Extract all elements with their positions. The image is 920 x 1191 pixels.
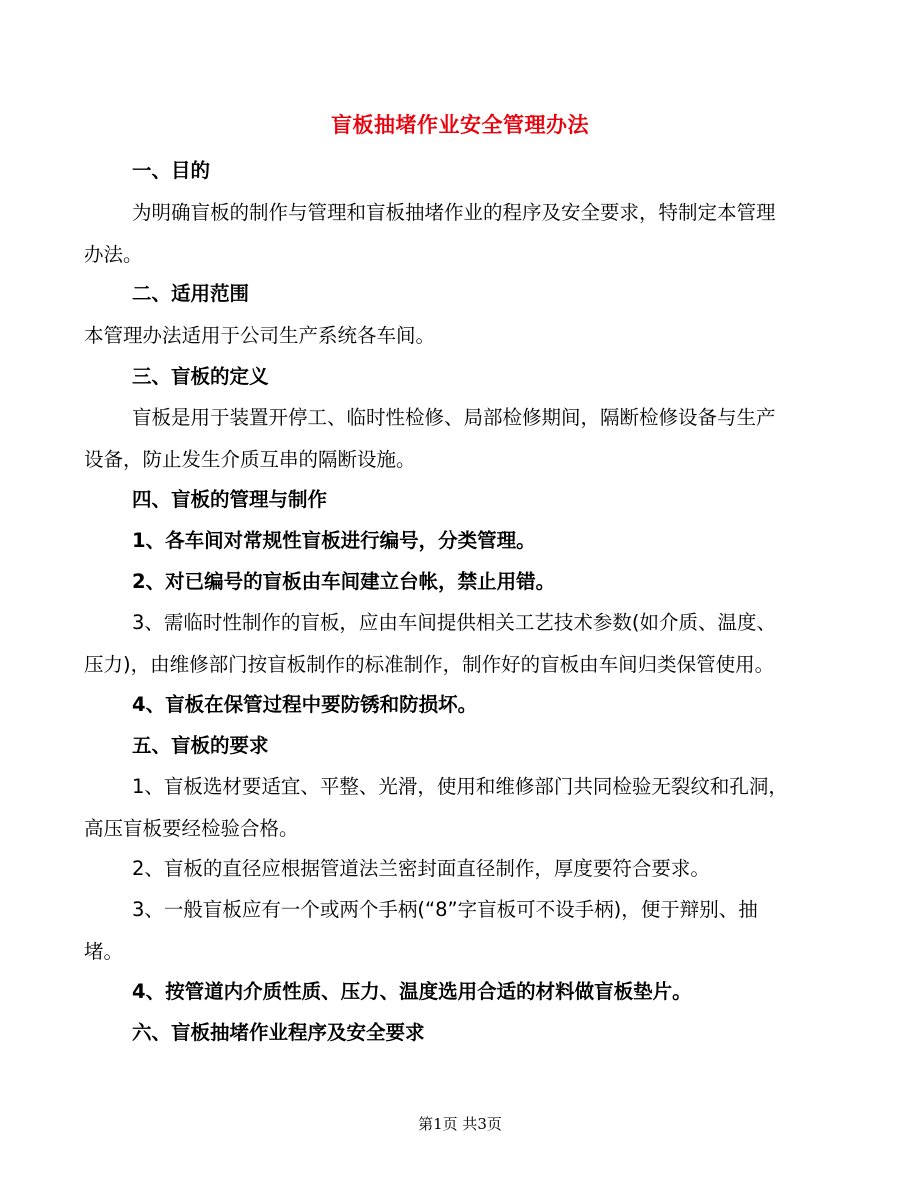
section-heading-purpose: 一、目的: [132, 159, 211, 182]
list-item: 1、各车间对常规性盲板进行编号，分类管理。: [132, 529, 536, 552]
section-heading-management: 四、盲板的管理与制作: [132, 488, 328, 511]
section-heading-scope: 二、适用范围: [132, 282, 250, 305]
page-footer: 第1页 共3页: [418, 1115, 502, 1133]
paragraph-line: 为明确盲板的制作与管理和盲板抽堵作业的程序及安全要求，特制定本管理: [132, 201, 776, 224]
list-item: 1、盲板选材要适宜、平整、光滑，使用和维修部门共同检验无裂纹和孔洞，: [132, 775, 788, 798]
paragraph-line: 办法。: [84, 243, 143, 266]
list-item: 2、盲板的直径应根据管道法兰密封面直径制作，厚度要符合要求。: [132, 857, 710, 880]
section-heading-requirements: 五、盲板的要求: [132, 734, 269, 757]
list-item: 4、按管道内介质性质、压力、温度选用合适的材料做盲板垫片。: [132, 980, 692, 1003]
paragraph-line: 设备，防止发生介质互串的隔断设施。: [84, 448, 416, 471]
paragraph-line: 堵。: [84, 940, 124, 963]
list-item: 3、需临时性制作的盲板，应由车间提供相关工艺技术参数(如介质、温度、: [132, 611, 777, 634]
list-item: 4、盲板在保管过程中要防锈和防损坏。: [132, 693, 478, 716]
paragraph-line: 高压盲板要经检验合格。: [84, 817, 299, 840]
paragraph-line: 盲板是用于装置开停工、临时性检修、局部检修期间，隔断检修设备与生产: [132, 406, 776, 429]
document-title: 盲板抽堵作业安全管理办法: [331, 113, 589, 137]
section-heading-procedure: 六、盲板抽堵作业程序及安全要求: [132, 1021, 425, 1044]
section-heading-definition: 三、盲板的定义: [132, 365, 269, 388]
list-item: 3、一般盲板应有一个或两个手柄(“8”字盲板可不设手柄)，便于辩别、抽: [132, 898, 758, 921]
list-item: 2、对已编号的盲板由车间建立台帐，禁止用错。: [132, 570, 556, 593]
paragraph-line: 压力)，由维修部门按盲板制作的标准制作，制作好的盲板由车间归类保管使用。: [84, 653, 775, 676]
paragraph-line: 本管理办法适用于公司生产系统各车间。: [84, 324, 436, 347]
